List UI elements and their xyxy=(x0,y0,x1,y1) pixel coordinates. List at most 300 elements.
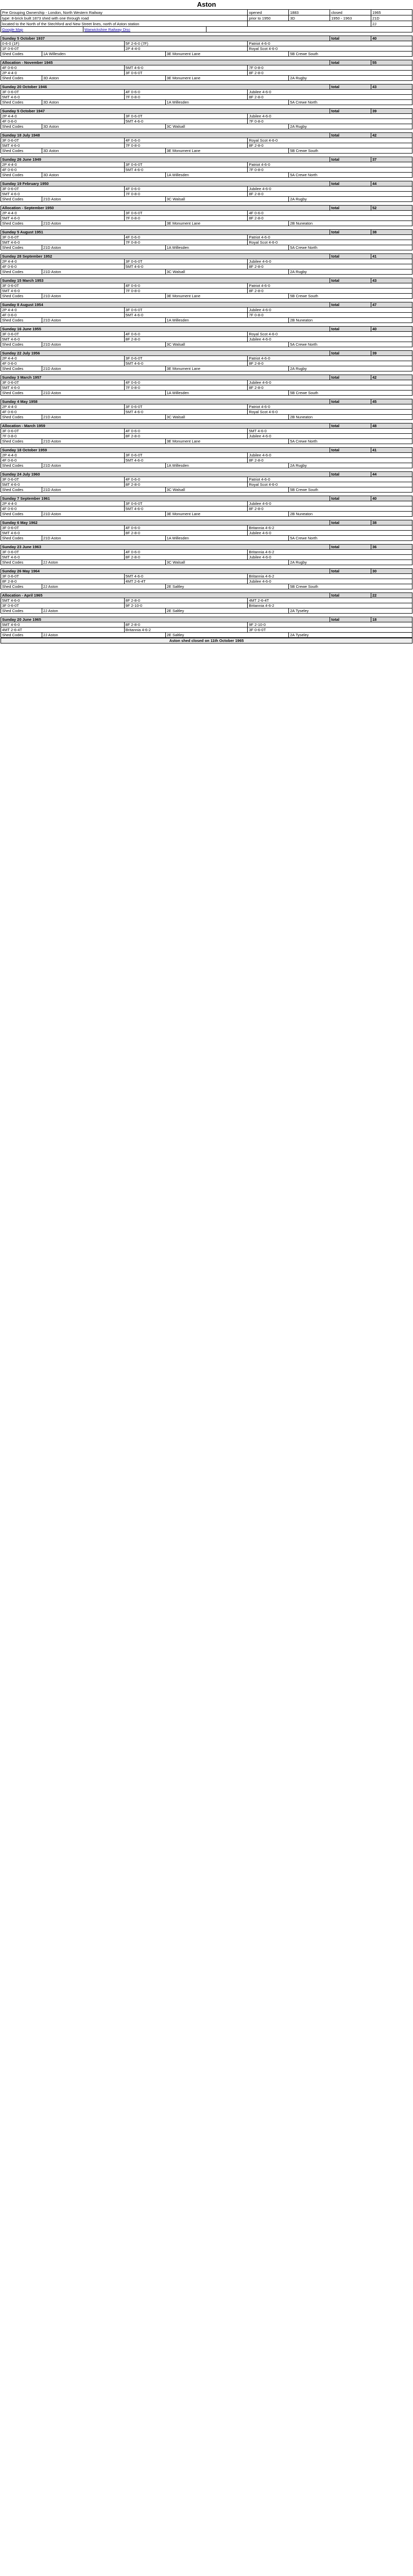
loco-class: 5MT 4-6-0 xyxy=(1,482,125,487)
loco-class: 7F 0-8-0 xyxy=(124,289,248,294)
shed-codes-label: Shed Codes xyxy=(1,173,42,178)
loco-class: 2P 4-4-0 xyxy=(124,46,248,52)
loco-class: 4F 0-6-0 xyxy=(248,211,412,216)
section-title: Sunday 3 March 1957 xyxy=(1,375,330,380)
loco-class: 5F 2-6-0 (7F) xyxy=(124,41,248,46)
total-value: 47 xyxy=(371,302,412,308)
table-row xyxy=(1,308,412,313)
loco-class: Patriot 4-6-0 xyxy=(248,477,412,482)
loco-class: 4F 0-6-0 xyxy=(1,410,125,415)
table-row xyxy=(1,71,412,76)
table-row xyxy=(1,404,412,410)
section-title: Sunday 19 February 1950 xyxy=(1,181,330,187)
shed-codes-label: Shed Codes xyxy=(1,221,42,226)
shed-code: 2J Aston xyxy=(42,584,165,589)
table-row xyxy=(1,429,412,434)
total-value: 41 xyxy=(371,448,412,453)
total-value: 37 xyxy=(371,157,412,162)
total-label: total xyxy=(330,423,371,429)
loco-class: 8F 2-8-0 xyxy=(248,95,412,100)
shed-codes-label: Shed Codes xyxy=(1,560,42,565)
table-row xyxy=(1,506,412,512)
loco-class: 3F 0-6-0T xyxy=(124,162,248,167)
sections-container xyxy=(0,32,413,643)
shed-code: 1A Willesden xyxy=(165,100,289,105)
shed-code: 21D Aston xyxy=(42,245,165,250)
shed-code: 3D Aston xyxy=(42,173,165,178)
shed-code: 5B Crewe South xyxy=(289,391,412,396)
table-row xyxy=(1,482,412,487)
loco-class: 5MT 4-6-0 xyxy=(124,574,248,579)
loco-class: 5MT 4-6-0 xyxy=(1,337,125,342)
table-row xyxy=(1,143,412,148)
shed-code: 21D Aston xyxy=(42,366,165,371)
section-title: Allocation - March 1959 xyxy=(1,423,330,429)
loco-class: 3F 0-6-0T xyxy=(1,574,125,579)
loco-class: 3F 0-6-0T xyxy=(1,477,125,482)
total-label: total xyxy=(330,278,371,283)
section-title: Sunday 5 October 1937 xyxy=(1,36,330,41)
loco-class: 7F 0-8-0 xyxy=(248,119,412,124)
table-row xyxy=(1,550,412,555)
table-row xyxy=(1,501,412,506)
total-value: 36 xyxy=(371,545,412,550)
loco-class: 7F 0-8-0 xyxy=(248,167,412,173)
loco-class: 5MT 4-6-0 xyxy=(1,598,125,603)
section-table xyxy=(1,493,412,517)
loco-class: 4F 0-6-0 xyxy=(124,187,248,192)
total-label: total xyxy=(330,230,371,235)
loco-class: 8F 2-8-0 xyxy=(248,264,412,269)
loco-class: 5MT 4-6-0 xyxy=(124,506,248,512)
shed-code: 21D Aston xyxy=(42,318,165,323)
loco-class: 3F 0-6-0T xyxy=(1,603,125,608)
table-row xyxy=(1,410,412,415)
shed-code: 1A Willesden xyxy=(165,391,289,396)
total-value: 38 xyxy=(371,230,412,235)
total-value: 45 xyxy=(371,399,412,404)
table-row xyxy=(1,162,412,167)
table-row xyxy=(1,90,412,95)
loco-class: 8F 2-8-0 xyxy=(248,143,412,148)
loco-class: Patriot 4-6-0 xyxy=(248,404,412,410)
loco-class: 2P 4-4-0 xyxy=(1,71,125,76)
shed-code: 3E Monument Lane xyxy=(165,439,289,444)
loco-class: 2P 4-4-0 xyxy=(1,308,125,313)
shed-code: 5B Crewe South xyxy=(289,148,412,154)
section-table xyxy=(1,517,412,541)
shed-codes-label: Shed Codes xyxy=(1,197,42,202)
section-title: Allocation - September 1950 xyxy=(1,206,330,211)
total-label: total xyxy=(330,302,371,308)
shed-code: 2E Saltley xyxy=(165,633,289,638)
total-value: 38 xyxy=(371,520,412,526)
codes-years: 1950 - 1963 xyxy=(330,15,371,21)
loco-class: Jubilee 4-6-0 xyxy=(248,308,412,313)
loco-class: 9F 2-10-0 xyxy=(248,622,412,628)
loco-class: 5MT 4-6-0 xyxy=(1,216,125,221)
table-row xyxy=(1,332,412,337)
shed-code: 3D Aston xyxy=(42,100,165,105)
loco-class: 5MT 4-6-0 xyxy=(124,313,248,318)
shed-codes-label: Shed Codes xyxy=(1,52,42,57)
shed-codes-label: Shed Codes xyxy=(1,342,42,347)
total-value: 30 xyxy=(371,569,412,574)
total-label: total xyxy=(330,399,371,404)
section-title: Sunday 26 June 1949 xyxy=(1,157,330,162)
loco-class: 8F 2-8-0 xyxy=(124,434,248,439)
loco-class: 5MT 4-6-0 xyxy=(1,531,125,536)
code-1963-label xyxy=(248,21,371,27)
type-text: type: 8-brick built 1873 shed with one through road xyxy=(1,15,248,21)
loco-class: Jubilee 4-6-0 xyxy=(248,187,412,192)
section-table xyxy=(1,154,412,178)
loco-class: 5MT 4-6-0 xyxy=(248,429,412,434)
loco-class: Patriot 4-6-0 xyxy=(248,356,412,361)
ownership-text: Pre Grouping Ownership - London, North Western Railway xyxy=(1,10,248,15)
shed-code: 1A Willesden xyxy=(165,245,289,250)
loco-class: 7F 0-8-0 xyxy=(1,434,125,439)
loco-class: 2P 4-4-0 xyxy=(1,501,125,506)
shed-code: 5A Crewe North xyxy=(289,536,412,541)
shed-code: 3E Monument Lane xyxy=(165,294,289,299)
shed-codes-label: Shed Codes xyxy=(1,318,42,323)
total-value: 48 xyxy=(371,423,412,429)
loco-class: 7F 0-8-0 xyxy=(248,65,412,71)
table-row xyxy=(1,313,412,318)
shed-code: 21D Aston xyxy=(42,391,165,396)
shed-code: 5A Crewe North xyxy=(289,245,412,250)
loco-class: 4F 0-6-0 xyxy=(124,429,248,434)
section-table xyxy=(1,614,412,638)
loco-class: Royal Scot 4-6-0 xyxy=(248,240,412,245)
table-row xyxy=(1,216,412,221)
loco-class: Jubilee 4-6-0 xyxy=(248,90,412,95)
section-title: Sunday 4 May 1958 xyxy=(1,399,330,404)
total-label: total xyxy=(330,60,371,65)
loco-class: 2P 4-4-0 xyxy=(1,404,125,410)
table-row xyxy=(1,235,412,240)
loco-class: 7F 0-8-0 xyxy=(124,385,248,391)
section-table xyxy=(1,589,412,614)
loco-class: 4MT 2-6-4T xyxy=(124,579,248,584)
loco-class: 4F 0-6-0 xyxy=(124,90,248,95)
total-label: total xyxy=(330,133,371,138)
loco-class: 8F 2-8-0 xyxy=(124,482,248,487)
loco-class: 8F 2-8-0 xyxy=(124,622,248,628)
shed-code: 2A Rugby xyxy=(289,76,412,81)
loco-class: 0-6-0 (1F) xyxy=(1,41,125,46)
loco-class: Jubilee 4-6-0 xyxy=(248,501,412,506)
table-row xyxy=(1,289,412,294)
section-title: Sunday 28 September 1952 xyxy=(1,254,330,259)
closed-label: closed xyxy=(330,10,371,15)
total-label: total xyxy=(330,206,371,211)
loco-class: Royal Scot 4-6-0 xyxy=(248,332,412,337)
shed-code: 21D Aston xyxy=(42,197,165,202)
loco-class: 2P 4-4-0 xyxy=(1,162,125,167)
loco-class: 9F 2-10-0 xyxy=(124,603,248,608)
table-row xyxy=(1,114,412,119)
loco-class: 3F 0-6-0T xyxy=(124,501,248,506)
section-table xyxy=(1,32,412,57)
total-value: 18 xyxy=(371,617,412,622)
table-row xyxy=(1,434,412,439)
loco-class: Royal Scot 4-6-0 xyxy=(248,410,412,415)
total-value: 44 xyxy=(371,472,412,477)
section-table xyxy=(1,371,412,396)
footer-table xyxy=(1,638,412,643)
shed-code: 21D Aston xyxy=(42,415,165,420)
loco-class: 7F 0-8-0 xyxy=(124,240,248,245)
code-1963: 2J xyxy=(371,21,412,27)
shed-codes-label: Shed Codes xyxy=(1,245,42,250)
table-row xyxy=(1,603,412,608)
shed-code: 2B Nuneaton xyxy=(289,415,412,420)
loco-class: Patriot 4-6-0 xyxy=(248,162,412,167)
shed-codes-label: Shed Codes xyxy=(1,269,42,275)
loco-class: 5MT 4-6-0 xyxy=(124,65,248,71)
loco-class: Britannia 4-6-2 xyxy=(248,574,412,579)
total-value: 40 xyxy=(371,496,412,501)
total-value: 22 xyxy=(371,593,412,598)
section-title: Sunday 6 May 1962 xyxy=(1,520,330,526)
loco-class: 2P 4-4-0 xyxy=(1,259,125,264)
section-title: Allocation - April 1965 xyxy=(1,593,330,598)
section-table xyxy=(1,202,412,226)
shed-code: 21D Aston xyxy=(42,294,165,299)
loco-class: Jubilee 4-6-0 xyxy=(248,380,412,385)
loco-class: 8F 2-8-0 xyxy=(248,289,412,294)
header-table xyxy=(1,9,412,32)
railway-disc-link[interactable]: Warwickshire Railway Disc xyxy=(84,27,131,32)
total-value: 42 xyxy=(371,375,412,380)
shed-code: 2E Saltley xyxy=(165,584,289,589)
total-label: total xyxy=(330,109,371,114)
loco-class: Jubilee 4-6-0 xyxy=(248,434,412,439)
shed-code: 3C Walsall xyxy=(165,487,289,493)
loco-class: 8F 2-8-0 xyxy=(124,531,248,536)
shed-code: 5B Crewe South xyxy=(289,487,412,493)
shed-code: 2A Rugby xyxy=(289,124,412,129)
opened-year: 1883 xyxy=(289,10,330,15)
table-row xyxy=(1,385,412,391)
table-row xyxy=(1,283,412,289)
total-label: total xyxy=(330,254,371,259)
shed-code: 1A Willesden xyxy=(165,536,289,541)
opened-label: opened xyxy=(248,10,289,15)
loco-class: 8F 2-8-0 xyxy=(248,506,412,512)
loco-class: 1F 0-6-0T xyxy=(1,46,125,52)
table-row xyxy=(1,119,412,124)
loco-class: 8F 2-8-0 xyxy=(124,598,248,603)
shed-code: 3E Monument Lane xyxy=(165,52,289,57)
table-row xyxy=(1,240,412,245)
loco-class: 5MT 4-6-0 xyxy=(1,192,125,197)
loco-class: 8F 2-8-0 xyxy=(124,555,248,560)
shed-code: 2B Nuneaton xyxy=(289,318,412,323)
shed-code: 2A Rugby xyxy=(289,560,412,565)
loco-class: 3F 0-6-0T xyxy=(1,235,125,240)
total-value: 44 xyxy=(371,181,412,187)
total-value: 39 xyxy=(371,351,412,356)
table-row xyxy=(1,380,412,385)
total-label: total xyxy=(330,496,371,501)
section-title: Sunday 15 March 1953 xyxy=(1,278,330,283)
table-row xyxy=(1,477,412,482)
loco-class: Royal Scot 4-6-0 xyxy=(248,482,412,487)
shed-codes-label: Shed Codes xyxy=(1,415,42,420)
shed-codes-label: Shed Codes xyxy=(1,463,42,468)
total-label: total xyxy=(330,351,371,356)
shed-code: 5A Crewe North xyxy=(289,100,412,105)
table-row xyxy=(1,458,412,463)
section-table xyxy=(1,178,412,202)
shed-code: 3D Aston xyxy=(42,76,165,81)
shed-code: 2A Tyseley xyxy=(289,608,412,614)
total-label: total xyxy=(330,84,371,90)
loco-class: 4F 0-6-0 xyxy=(124,550,248,555)
table-row xyxy=(1,579,412,584)
loco-class: 2P 4-4-0 xyxy=(1,211,125,216)
table-row xyxy=(1,555,412,560)
section-table xyxy=(1,396,412,420)
loco-class: 4F 0-6-0 xyxy=(124,477,248,482)
table-row xyxy=(1,65,412,71)
loco-class: Patriot 4-6-0 xyxy=(248,283,412,289)
shed-code: 3E Monument Lane xyxy=(165,512,289,517)
shed-code: 3C Walsall xyxy=(165,415,289,420)
loco-class: 3F 0-6-0T xyxy=(1,90,125,95)
section-table xyxy=(1,57,412,81)
loco-class: 3F 0-6-0T xyxy=(124,356,248,361)
total-label: total xyxy=(330,520,371,526)
loco-class: 5MT 4-6-0 xyxy=(1,143,125,148)
total-label: total xyxy=(330,375,371,380)
table-row xyxy=(1,264,412,269)
loco-class: Royal Scot 4-6-0 xyxy=(248,138,412,143)
loco-class: Jubilee 4-6-0 xyxy=(248,555,412,560)
loco-class: Jubilee 4-6-0 xyxy=(248,337,412,342)
section-table xyxy=(1,299,412,323)
loco-class: 5MT 4-6-0 xyxy=(1,555,125,560)
loco-class: 5MT 4-6-0 xyxy=(1,289,125,294)
total-value: 39 xyxy=(371,109,412,114)
loco-class: Jubilee 4-6-0 xyxy=(248,453,412,458)
loco-class: 5MT 4-6-0 xyxy=(124,361,248,366)
total-label: total xyxy=(330,157,371,162)
loco-class: 4F 0-6-0 xyxy=(1,361,125,366)
shed-codes-label: Shed Codes xyxy=(1,148,42,154)
google-map-link[interactable]: Google Map xyxy=(2,27,23,32)
shed-code: 3C Walsall xyxy=(165,197,289,202)
shed-code: 2B Nuneaton xyxy=(289,221,412,226)
section-title: Allocation - November 1945 xyxy=(1,60,330,65)
table-row xyxy=(1,259,412,264)
loco-class: 4F 0-6-0 xyxy=(1,119,125,124)
shed-code: 2J Aston xyxy=(42,633,165,638)
section-title: Sunday 22 July 1956 xyxy=(1,351,330,356)
loco-class: 3F 0-6-0T xyxy=(1,526,125,531)
loco-class: 3F 0-6-0T xyxy=(124,114,248,119)
loco-class: 4F 0-6-0 xyxy=(124,235,248,240)
loco-class: 5MT 4-6-0 xyxy=(124,119,248,124)
loco-class: 4F 0-6-0 xyxy=(1,506,125,512)
section-title: Sunday 5 October 1947 xyxy=(1,109,330,114)
section-title: Sunday 26 May 1964 xyxy=(1,569,330,574)
table-row xyxy=(1,628,412,633)
total-label: total xyxy=(330,327,371,332)
table-row xyxy=(1,192,412,197)
loco-class: 2P 4-4-0 xyxy=(1,114,125,119)
loco-class: Britannia 4-6-2 xyxy=(248,526,412,531)
shed-code: 21D Aston xyxy=(42,536,165,541)
loco-class: Royal Scot 4-6-0 xyxy=(248,46,412,52)
shed-codes-label: Shed Codes xyxy=(1,487,42,493)
total-label: total xyxy=(330,181,371,187)
total-label: total xyxy=(330,569,371,574)
shed-code: 5B Crewe South xyxy=(289,584,412,589)
shed-code: 3C Walsall xyxy=(165,560,289,565)
shed-code: 21D Aston xyxy=(42,512,165,517)
loco-class: 3F 0-6-0T xyxy=(1,550,125,555)
shed-code: 2A Tyseley xyxy=(289,633,412,638)
total-value: 52 xyxy=(371,206,412,211)
shed-codes-label: Shed Codes xyxy=(1,294,42,299)
location-text: located to the North of the Stechford and New Street lines, north of Aston station xyxy=(1,21,248,27)
loco-class: 5MT 4-6-0 xyxy=(1,95,125,100)
loco-class: 3F 0-6-0T xyxy=(1,429,125,434)
shed-codes-label: Shed Codes xyxy=(1,608,42,614)
section-table xyxy=(1,105,412,129)
loco-class: 5MT 4-6-0 xyxy=(124,264,248,269)
shed-code: 3E Monument Lane xyxy=(165,76,289,81)
shed-code: 5B Crewe South xyxy=(289,52,412,57)
section-table xyxy=(1,250,412,275)
loco-class: 8F 2-8-0 xyxy=(248,385,412,391)
section-title: Sunday 5 August 1951 xyxy=(1,230,330,235)
total-value: 40 xyxy=(371,327,412,332)
section-table xyxy=(1,226,412,250)
total-label: total xyxy=(330,617,371,622)
shed-code: 5A Crewe North xyxy=(289,342,412,347)
loco-class: 4F 0-6-0 xyxy=(124,283,248,289)
shed-codes-label: Shed Codes xyxy=(1,76,42,81)
shed-code: 3C Walsall xyxy=(165,124,289,129)
shed-code: 21D Aston xyxy=(42,221,165,226)
loco-class: 3F 0-6-0T xyxy=(124,308,248,313)
loco-class: Britannia 4-6-2 xyxy=(248,550,412,555)
section-title: Sunday 24 July 1960 xyxy=(1,472,330,477)
loco-class: 4F 0-6-0 xyxy=(1,264,125,269)
section-title: Sunday 18 October 1959 xyxy=(1,448,330,453)
code-1: 3D xyxy=(289,15,330,21)
loco-class: 5MT 4-6-0 xyxy=(124,167,248,173)
loco-class: Jubilee 4-6-0 xyxy=(248,579,412,584)
shed-codes-label: Shed Codes xyxy=(1,633,42,638)
shed-code: 2J Aston xyxy=(42,608,165,614)
shed-codes-label: Shed Codes xyxy=(1,100,42,105)
shed-code: 21D Aston xyxy=(42,342,165,347)
shed-code: 2A Rugby xyxy=(289,197,412,202)
loco-class: Britannia 4-6-2 xyxy=(248,603,412,608)
loco-class: 3F 0-6-0T xyxy=(1,283,125,289)
section-table xyxy=(1,275,412,299)
loco-class: 4F 0-6-0 xyxy=(1,313,125,318)
shed-code: 5B Crewe South xyxy=(289,294,412,299)
total-value: 41 xyxy=(371,254,412,259)
table-row xyxy=(1,41,412,46)
